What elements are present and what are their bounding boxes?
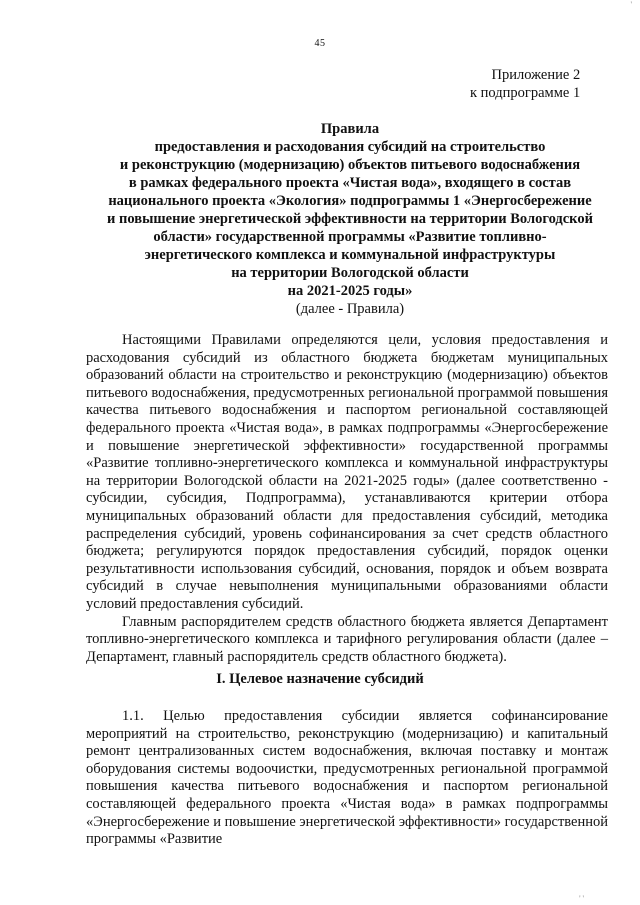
intro-section <box>86 332 608 666</box>
intro-paragraph-1: Настоящими Правилами определяются цели, условия предоставления и расходования субсидий из областного бюджета бюджетам муниципальных образований области на строительство и реконструкцию (модернизацию) объектов питьевого водоснабжения, предусмотренных региональной программой повышения качества питьевого водоснабжения и паспортом региональной составляющей федерального проекта «Чистая вода», в рамках подпрограммы «Энергосбережение и повышение энергетической эффективности» государственной программы «Развитие топливно-энергетического комплекса и коммунальной инфраструктуры на территории Вологодской области на 2021-2025 годы» (далее соответственно - субсидии, субсидия, Подпрограмма), устанавливаются критерии отбора муниципальных образований области для предоставления субсидий, методика распределения субсидий, уровень софинансирования за счет средств областного бюджета; регулируются порядок предоставления субсидий, порядок оценки результативности использования субсидий, основания, порядок и объем возврата субсидий в случае невыполнения муниципальными образованиями области условий предоставления субсидий. <box>86 332 608 612</box>
title-line: и реконструкцию (модернизацию) объектов питьевого водоснабжения <box>119 157 581 173</box>
title-note: (далее - Правила) <box>295 301 405 317</box>
appendix-line-2: к подпрограмме 1 <box>470 85 581 101</box>
title-line: национального проекта «Экология» подпрограммы 1 «Энергосбережение <box>108 193 592 209</box>
section-1-body <box>86 708 608 849</box>
title-line: в рамках федерального проекта «Чистая вода», входящего в состав <box>128 175 572 191</box>
appendix-reference <box>470 66 580 102</box>
title-line: на 2021-2025 годы» <box>287 283 413 299</box>
section-heading: I. Целевое назначение субсидий <box>216 671 424 687</box>
title-line: энергетического комплекса и коммунальной инфраструктуры <box>144 247 556 263</box>
appendix-line-1: Приложение 2 <box>491 67 581 83</box>
title-line: на территории Вологодской области <box>231 265 469 281</box>
scan-mark: ' <box>630 0 632 9</box>
document-title <box>60 120 640 318</box>
scan-mark: ' ' <box>579 894 584 903</box>
title-line: области» государственной программы «Развитие топливно- <box>153 229 547 245</box>
page-number: 45 <box>314 38 326 49</box>
intro-paragraph-2: Главным распорядителем средств областного бюджета является Департамент топливно-энергетического комплекса и тарифного регулирования области (далее – Департамент, главный распорядитель средств областного бюджета). <box>86 613 608 665</box>
title-line: предоставления и расходования субсидий на строительство <box>154 139 546 155</box>
section-1-paragraph: 1.1. Целью предоставления субсидии является софинансирование мероприятий на строительство, реконструкцию (модернизацию) и капитальный ремонт централизованных систем водоснабжения, включая поставку и монтаж оборудования системы водоочистки, предусмотренных региональной программой повышения качества питьевого водоснабжения и паспортом региональной составляющей федерального проекта «Чистая вода» в рамках подпрограммы «Энергосбережение и повышение энергетической эффективности» государственной программы «Развитие <box>86 708 609 848</box>
title-line: и повышение энергетической эффективности на территории Вологодской <box>107 211 593 227</box>
title-line: Правила <box>320 121 380 137</box>
